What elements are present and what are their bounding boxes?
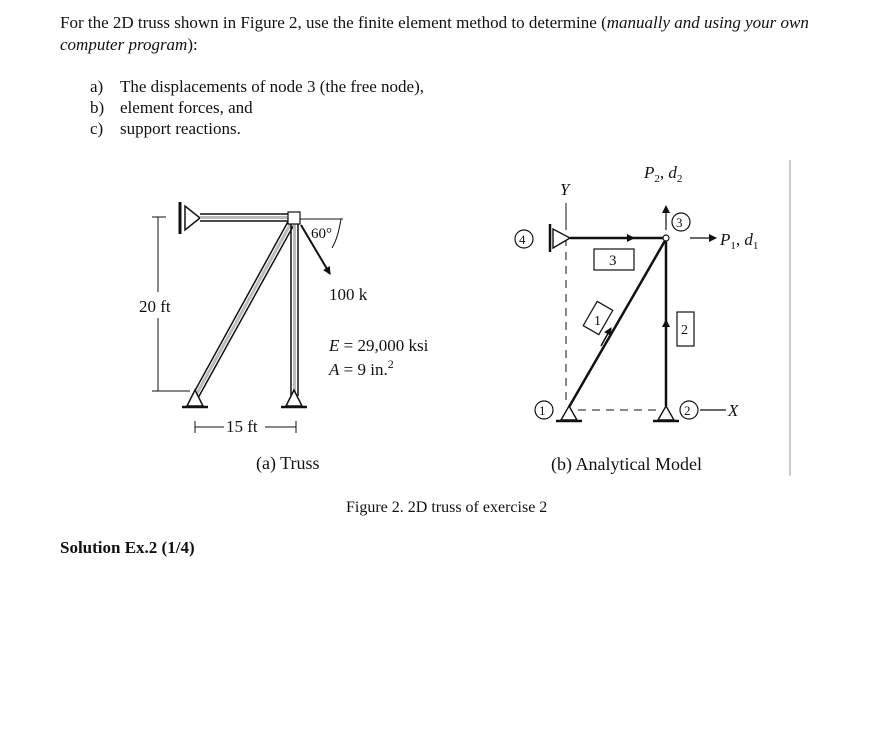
task-item-a: a) The displacements of node 3 (the free node),: [90, 77, 424, 96]
problem-statement: For the 2D truss shown in Figure 2, use the finite element method to determine (manually and using your own computer program):: [60, 13, 809, 54]
angle-label: 60°: [311, 226, 332, 242]
node-1-support: [556, 406, 582, 421]
angle-arc: [332, 219, 341, 248]
modulus-label: E = 29,000 ksi: [329, 336, 429, 355]
element-2-tag: [677, 312, 694, 346]
node-3-label: 3: [676, 215, 683, 230]
width-label: 15 ft: [226, 417, 258, 436]
analytical-model: [515, 160, 790, 476]
node-4-label: 4: [519, 232, 526, 247]
load-label: 100 k: [329, 285, 368, 304]
truss-caption: (a) Truss: [256, 453, 320, 473]
node-3-point: [663, 235, 669, 241]
model-caption: (b) Analytical Model: [551, 454, 702, 474]
svg-text:3: 3: [609, 253, 617, 269]
y-axis-label: Y: [560, 180, 570, 199]
figure-caption: Figure 2. 2D truss of exercise 2: [346, 499, 548, 516]
task-item-b: b) element forces, and: [90, 98, 253, 117]
area-label: A = 9 in.$^2$: [329, 357, 394, 379]
element-3-tag: [594, 249, 634, 270]
truss-drawing: [139, 202, 429, 474]
truss-support-left: [182, 390, 208, 407]
node-2-support: [653, 406, 679, 421]
truss-joint: [288, 212, 300, 224]
element-1-tag: [583, 301, 613, 334]
node-4-support: [550, 224, 570, 252]
top-pin-support: [180, 202, 200, 234]
node-1-label: 1: [539, 403, 546, 418]
svg-text:1: 1: [594, 314, 601, 329]
node-2-label: 2: [684, 403, 691, 418]
task-item-c: c) support reactions.: [90, 119, 241, 138]
truss-diagonal-member: [192, 218, 296, 398]
p2-d2-label: $P_2$, $d_2$: [644, 163, 683, 185]
x-axis-label: X: [728, 401, 739, 420]
p1-d1-label: $P_1$, $d_1$: [720, 230, 759, 252]
truss-horizontal-member: [200, 214, 296, 221]
truss-vertical-member: [291, 220, 298, 396]
height-label: 20 ft: [139, 297, 171, 316]
truss-support-right: [281, 390, 307, 407]
solution-title: Solution Ex.2 (1/4): [60, 538, 195, 557]
svg-text:2: 2: [681, 323, 688, 338]
